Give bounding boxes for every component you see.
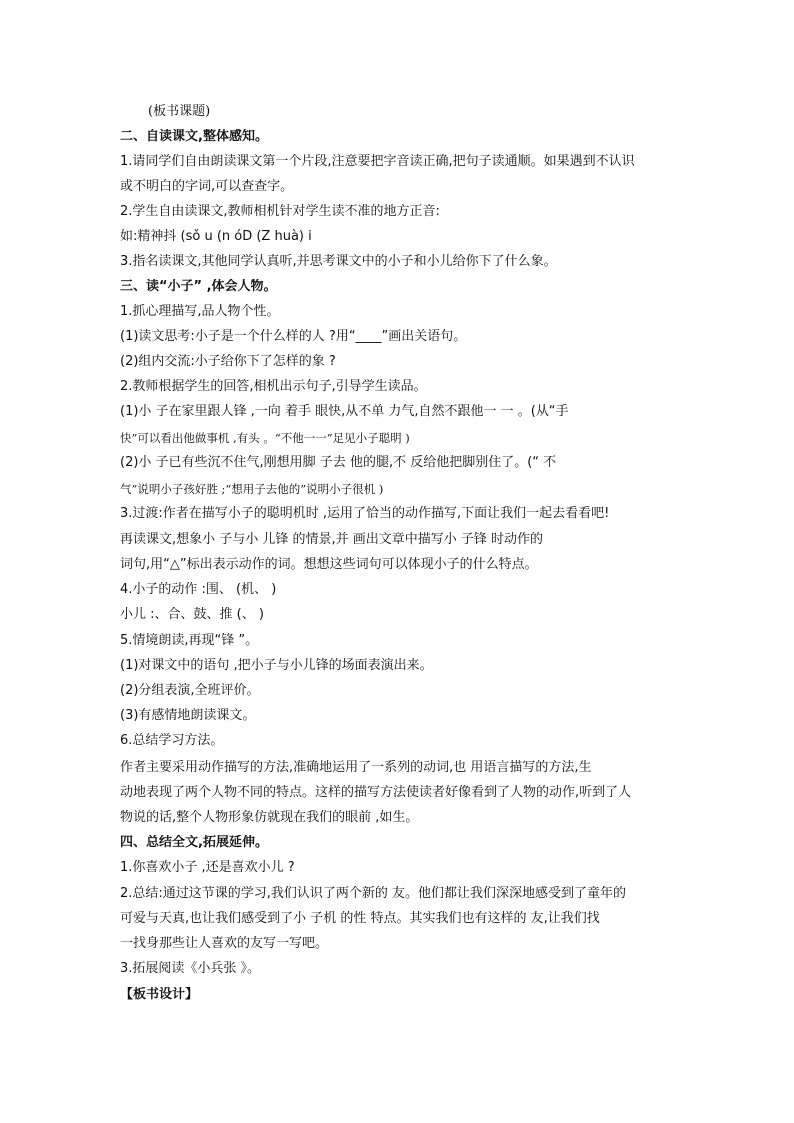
text-line: 2.总结:通过这节课的学习,我们认识了两个新的 友。他们都让我们深深地感受到了童年的: [120, 886, 627, 901]
text-line: (2)组内交流:小子给你下了怎样的象 ?: [120, 354, 336, 369]
text-line: 词句,用“△”标出表示动作的词。想想这些词句可以体现小子的什么特点。: [120, 557, 538, 572]
section-heading-3: 三、读“小子” ,体会人物。: [120, 279, 277, 294]
text-line-board-title: (板书课题): [148, 104, 211, 119]
text-line: 快”可以看出他做事机 ,有头 。“不他一一”足见小子聪明 ): [120, 431, 410, 445]
text-line: 可爱与天真,也让我们感受到了小 子机 的性 特点。其实我们也有这样的 友,让我们找: [120, 911, 600, 926]
text-line: 一找身那些让人喜欢的友写一写吧。: [120, 936, 329, 951]
text-line-pinyin: 如:精神抖 (sǒ u (n óD (Z huà) i: [120, 229, 312, 244]
text-line: 作者主要采用动作描写的方法,准确地运用了一系列的动词,也 用语言描写的方法,生: [120, 760, 592, 775]
text-line: 2.学生自由读课文,教师相机针对学生读不准的地方正音:: [120, 204, 440, 219]
text-line: 2.教师根据学生的回答,相机出示句子,引导学生读品。: [120, 379, 427, 394]
text-line: 1.你喜欢小子 ,还是喜欢小儿 ?: [120, 860, 295, 875]
text-line: (3)有感情地朗读课文。: [120, 708, 256, 723]
text-line: (1)小 子在家里跟人锋 ,一向 着手 眼快,从不单 力气,自然不跟他一 一 。(从“手: [120, 404, 569, 419]
text-line: 或不明白的字词,可以查查字。: [120, 179, 294, 194]
text-line: (2)小 子已有些沉不住气,刚想用脚 子去 他的腿,不 反给他把脚别住了。(“ 不: [120, 455, 557, 470]
text-line: (2)分组表演,全班评价。: [120, 683, 260, 698]
text-line: 动地表现了两个人物不同的特点。这样的描写方法使读者好像看到了人物的动作,听到了人: [120, 785, 632, 800]
text-line: 气”说明小子孩好胜 ;“想用子去他的”说明小子很机 ): [120, 482, 384, 496]
text-line: (1)对课文中的语句 ,把小子与小儿锋的场面表演出来。: [120, 658, 433, 673]
text-line: 物说的话,整个人物形象仿就现在我们的眼前 ,如生。: [120, 810, 419, 825]
text-line: 小儿 :、合、鼓、推 (、 ): [120, 607, 264, 622]
text-line: (1)读文思考:小子是一个什么样的人 ?用“____”画出关语句。: [120, 329, 467, 344]
section-heading-4: 四、总结全文,拓展延伸。: [120, 835, 268, 850]
text-line: 1.请同学们自由朗读课文第一个片段,注意要把字音读正确,把句子读通顺。如果遇到不认识: [120, 154, 635, 169]
board-design-heading: 【板书设计】: [120, 987, 199, 1002]
text-line: 3.指名读课文,其他同学认真听,并思考课文中的小子和小儿给你下了什么象。: [120, 254, 557, 269]
text-line: 1.抓心理描写,品人物个性。: [120, 304, 280, 319]
text-line: 再读课文,想象小 子与小 儿锋 的情景,并 画出文章中描写小 子锋 时动作的: [120, 532, 544, 547]
text-line: 4.小子的动作 :围、 (机、 ): [120, 582, 277, 597]
text-line: 5.情境朗读,再现“锋 ”。: [120, 633, 259, 648]
section-heading-2: 二、自读课文,整体感知。: [120, 129, 268, 144]
text-line: 3.过渡:作者在描写小子的聪明机时 ,运用了恰当的动作描写,下面让我们一起去看看吧!: [120, 506, 610, 521]
text-line: 6.总结学习方法。: [120, 733, 224, 748]
text-line: 3.拓展阅读《小兵张 》。: [120, 961, 261, 976]
